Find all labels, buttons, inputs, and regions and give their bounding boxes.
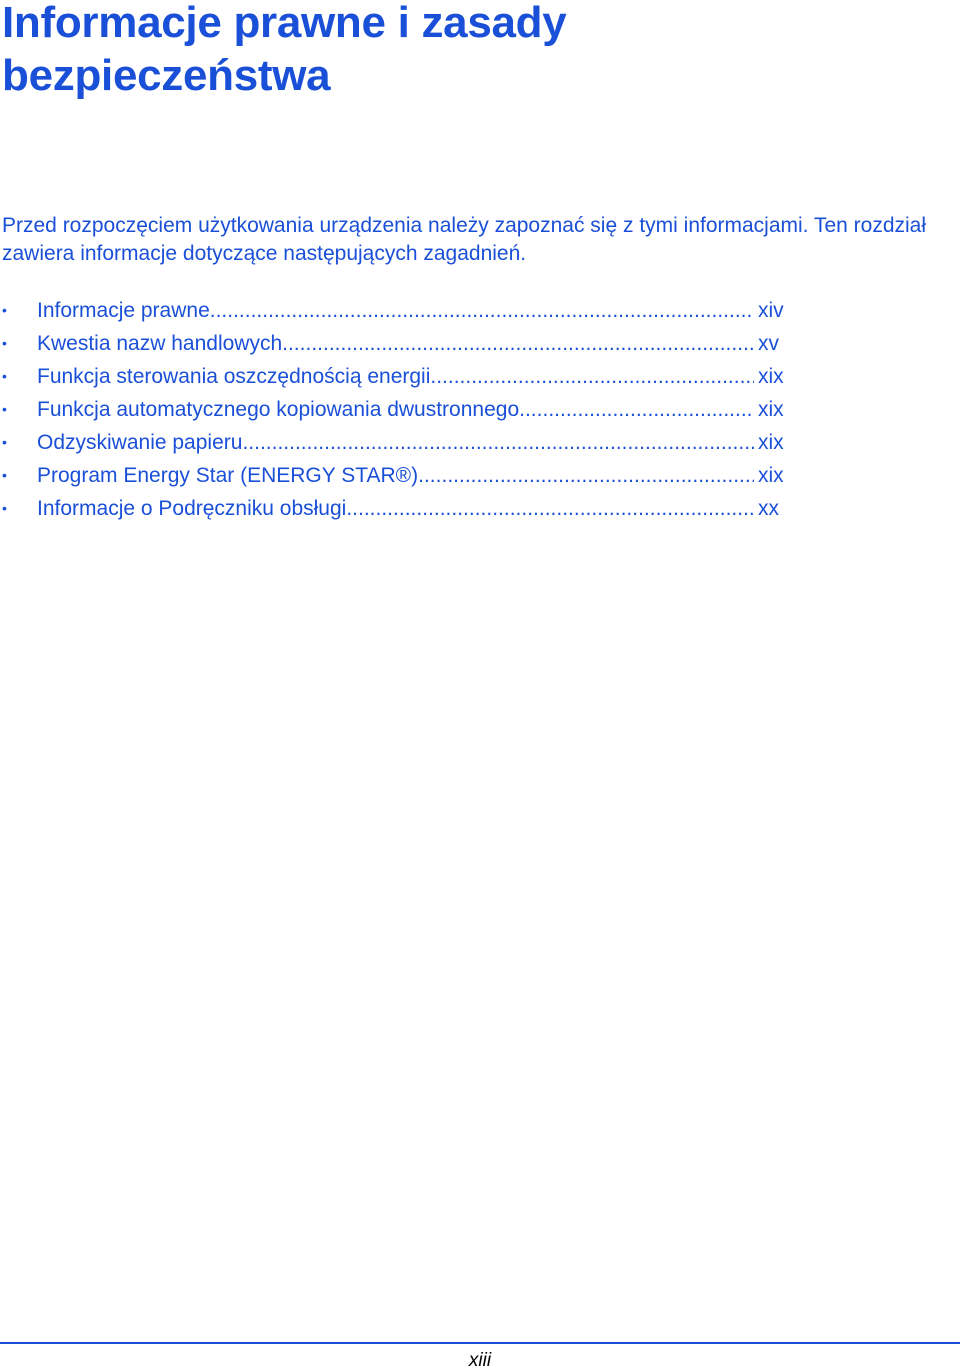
toc-item-energy-star: [0, 459, 790, 492]
bullet-icon: •: [2, 335, 7, 351]
toc-item-page: xix: [758, 365, 784, 388]
toc-item-page: xix: [758, 464, 784, 487]
toc-item-label: Program Energy Star (ENERGY STAR®): [37, 464, 419, 487]
toc-link-energy-saving[interactable]: [37, 360, 790, 393]
toc-dot-leader: [346, 492, 754, 525]
toc-link-energy-star[interactable]: [37, 459, 790, 492]
toc-item-page: xv: [758, 332, 779, 355]
intro-paragraph: Przed rozpoczęciem użytkowania urządzenia należy zapoznać się z tymi informacjami. Ten rozdział zawiera informacje dotyczące następujących zagadnień.: [2, 214, 927, 265]
toc-item-page: xx: [758, 497, 779, 520]
toc-link-trade-names[interactable]: [37, 327, 790, 360]
toc-item-trade-names: [0, 327, 790, 360]
toc-dot-leader: [282, 327, 754, 360]
toc-item-label: Informacje prawne: [37, 299, 210, 322]
toc-link-duplex-copying[interactable]: [37, 393, 790, 426]
toc-item-page: xiv: [758, 299, 784, 322]
toc-dot-leader: [519, 393, 754, 426]
toc-item-duplex-copying: [0, 393, 790, 426]
toc-item-legal-information: [0, 294, 790, 327]
bullet-icon: •: [2, 434, 7, 450]
page-title: [2, 0, 566, 102]
toc-item-energy-saving: [0, 360, 790, 393]
bullet-icon: •: [2, 500, 7, 516]
bullet-icon: •: [2, 467, 7, 483]
toc-item-label: Kwestia nazw handlowych: [37, 332, 283, 355]
toc-dot-leader: [242, 426, 754, 459]
bullet-icon: •: [2, 368, 7, 384]
toc-link-manual-information[interactable]: [37, 492, 790, 525]
page-number: xiii: [468, 1350, 492, 1371]
toc-item-manual-information: [0, 492, 790, 525]
toc-item-paper-recycling: [0, 426, 790, 459]
toc-item-label: Funkcja automatycznego kopiowania dwustronnego: [37, 398, 520, 421]
bullet-icon: •: [2, 401, 7, 417]
toc-dot-leader: [430, 360, 754, 393]
toc-item-label: Informacje o Podręczniku obsługi: [37, 497, 347, 520]
toc-item-label: Funkcja sterowania oszczędnością energii: [37, 365, 431, 388]
toc-item-label: Odzyskiwanie papieru: [37, 431, 243, 454]
toc-item-page: xix: [758, 431, 784, 454]
page-title-line-2: bezpieczeństwa: [2, 51, 331, 100]
toc-link-legal-information[interactable]: [37, 294, 790, 327]
toc-dot-leader: [418, 459, 754, 492]
table-of-contents: [0, 294, 790, 525]
toc-item-page: xix: [758, 398, 784, 421]
bullet-icon: •: [2, 302, 7, 318]
footer-divider: [0, 1342, 960, 1344]
toc-link-paper-recycling[interactable]: [37, 426, 790, 459]
page-title-line-1: Informacje prawne i zasady: [2, 0, 567, 47]
toc-dot-leader: [210, 294, 754, 327]
